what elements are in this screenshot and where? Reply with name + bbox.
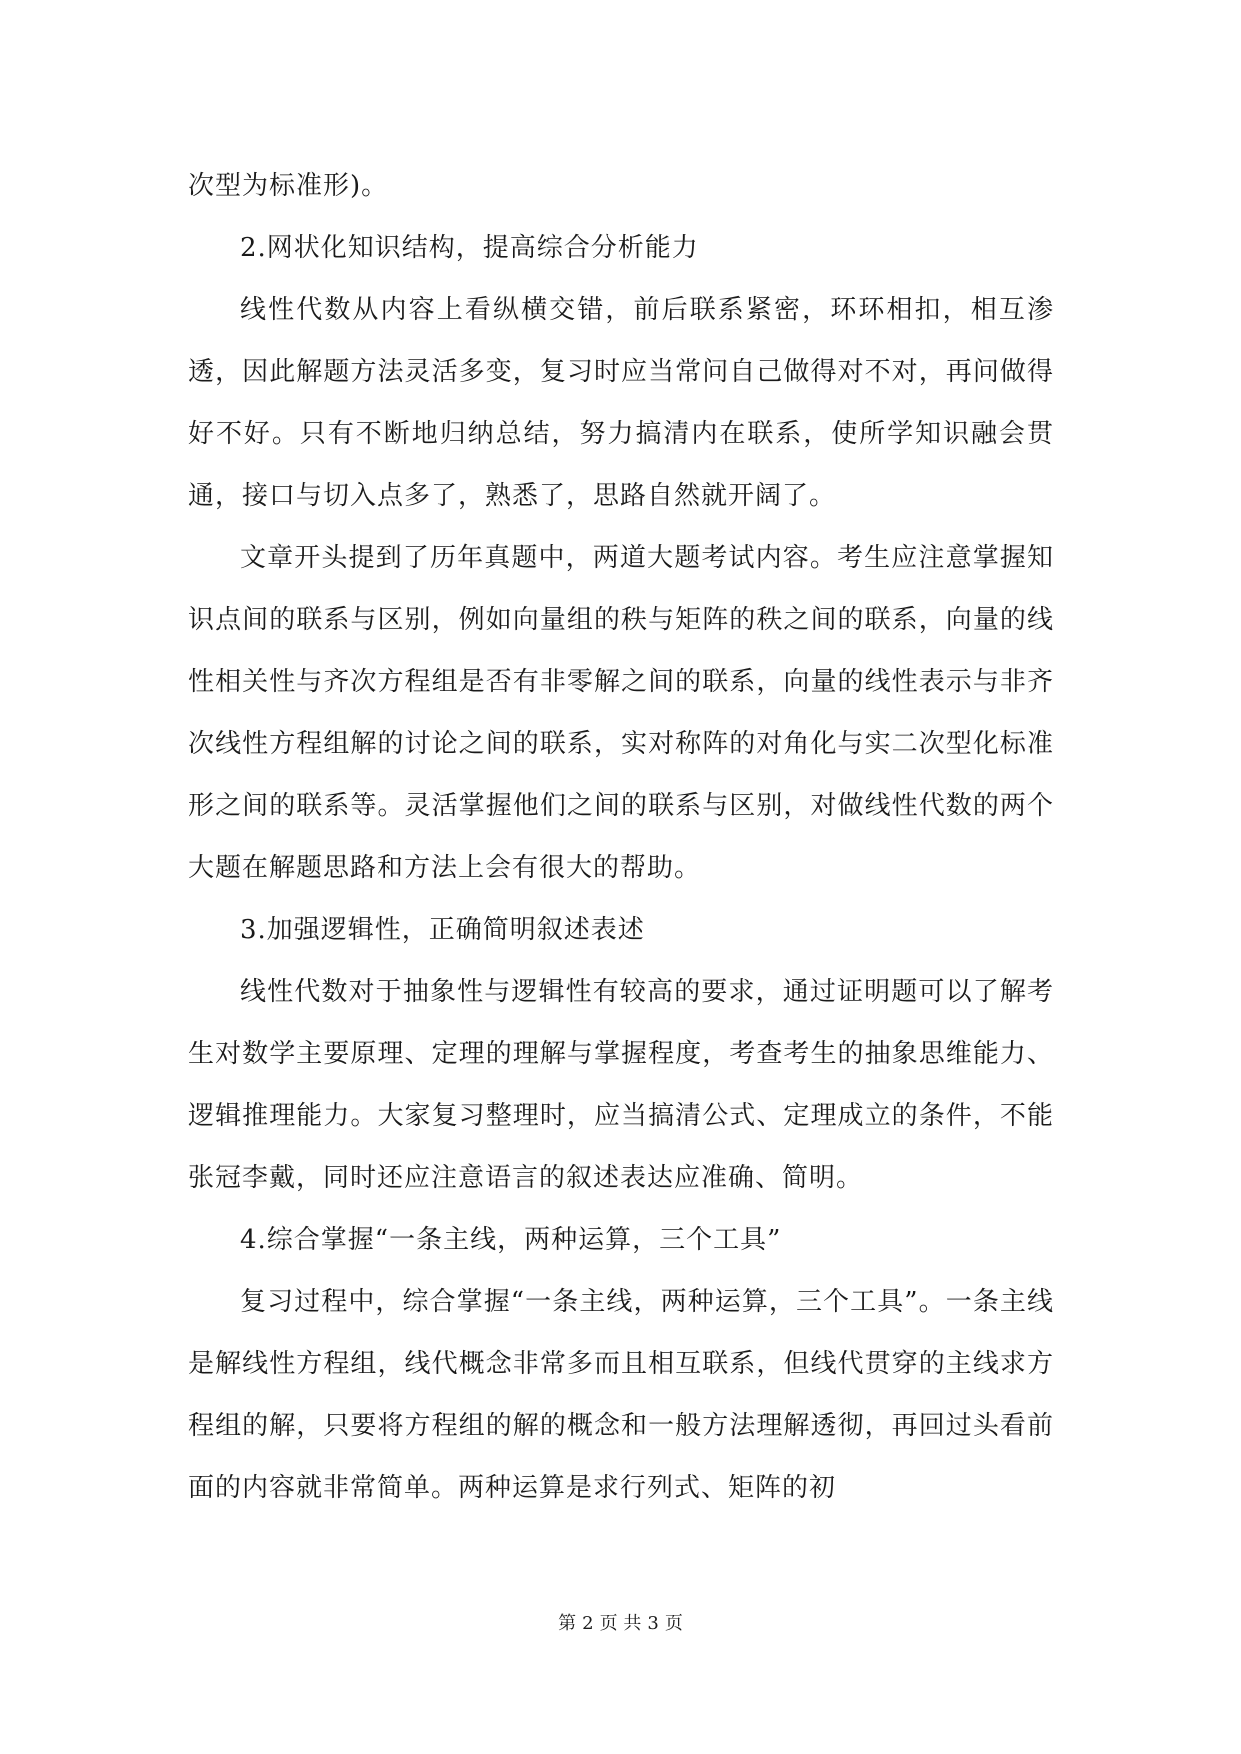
footer-middle: 页 共 [599, 1613, 642, 1634]
paragraph: 线性代数对于抽象性与逻辑性有较高的要求，通过证明题可以了解考生对数学主要原理、定理的理解与掌握程度，考查考生的抽象思维能力、逻辑推理能力。大家复习整理时，应当搞清公式、定理成立的条件，不能张冠李戴，同时还应注意语言的叙述表达应准确、简明。 [188, 977, 1054, 1193]
footer-suffix: 页 [664, 1613, 683, 1634]
footer-prefix: 第 [558, 1613, 577, 1634]
paragraph: 线性代数从内容上看纵横交错，前后联系紧密，环环相扣，相互渗透，因此解题方法灵活多变，复习时应当常问自己做得对不对，再问做得好不好。只有不断地归纳总结，努力搞清内在联系，使所学知识融会贯通，接口与切入点多了，熟悉了，思路自然就开阔了。 [188, 295, 1054, 511]
paragraph-continuation: 次型为标准形)。 [188, 171, 389, 201]
paragraph: 复习过程中，综合掌握“一条主线，两种运算，三个工具”。一条主线是解线性方程组，线代概念非常多而且相互联系，但线代贯穿的主线求方程组的解，只要将方程组的解的概念和一般方法理解透彻，再回过头看前面的内容就非常简单。两种运算是求行列式、矩阵的初 [188, 1287, 1054, 1503]
footer-total-pages: 3 [647, 1613, 659, 1634]
section-heading-3: 3.加强逻辑性，正确简明叙述表述 [240, 915, 645, 945]
page-footer [0, 1612, 1241, 1636]
document-body [188, 155, 1054, 1519]
section-heading-4: 4.综合掌握“一条主线，两种运算，三个工具” [240, 1225, 782, 1255]
section-heading-2: 2.网状化知识结构，提高综合分析能力 [240, 233, 699, 263]
footer-current-page: 2 [582, 1613, 594, 1634]
paragraph: 文章开头提到了历年真题中，两道大题考试内容。考生应注意掌握知识点间的联系与区别，例如向量组的秩与矩阵的秩之间的联系，向量的线性相关性与齐次方程组是否有非零解之间的联系，向量的线性表示与非齐次线性方程组解的讨论之间的联系，实对称阵的对角化与实二次型化标准形之间的联系等。灵活掌握他们之间的联系与区别，对做线性代数的两个大题在解题思路和方法上会有很大的帮助。 [188, 543, 1054, 883]
